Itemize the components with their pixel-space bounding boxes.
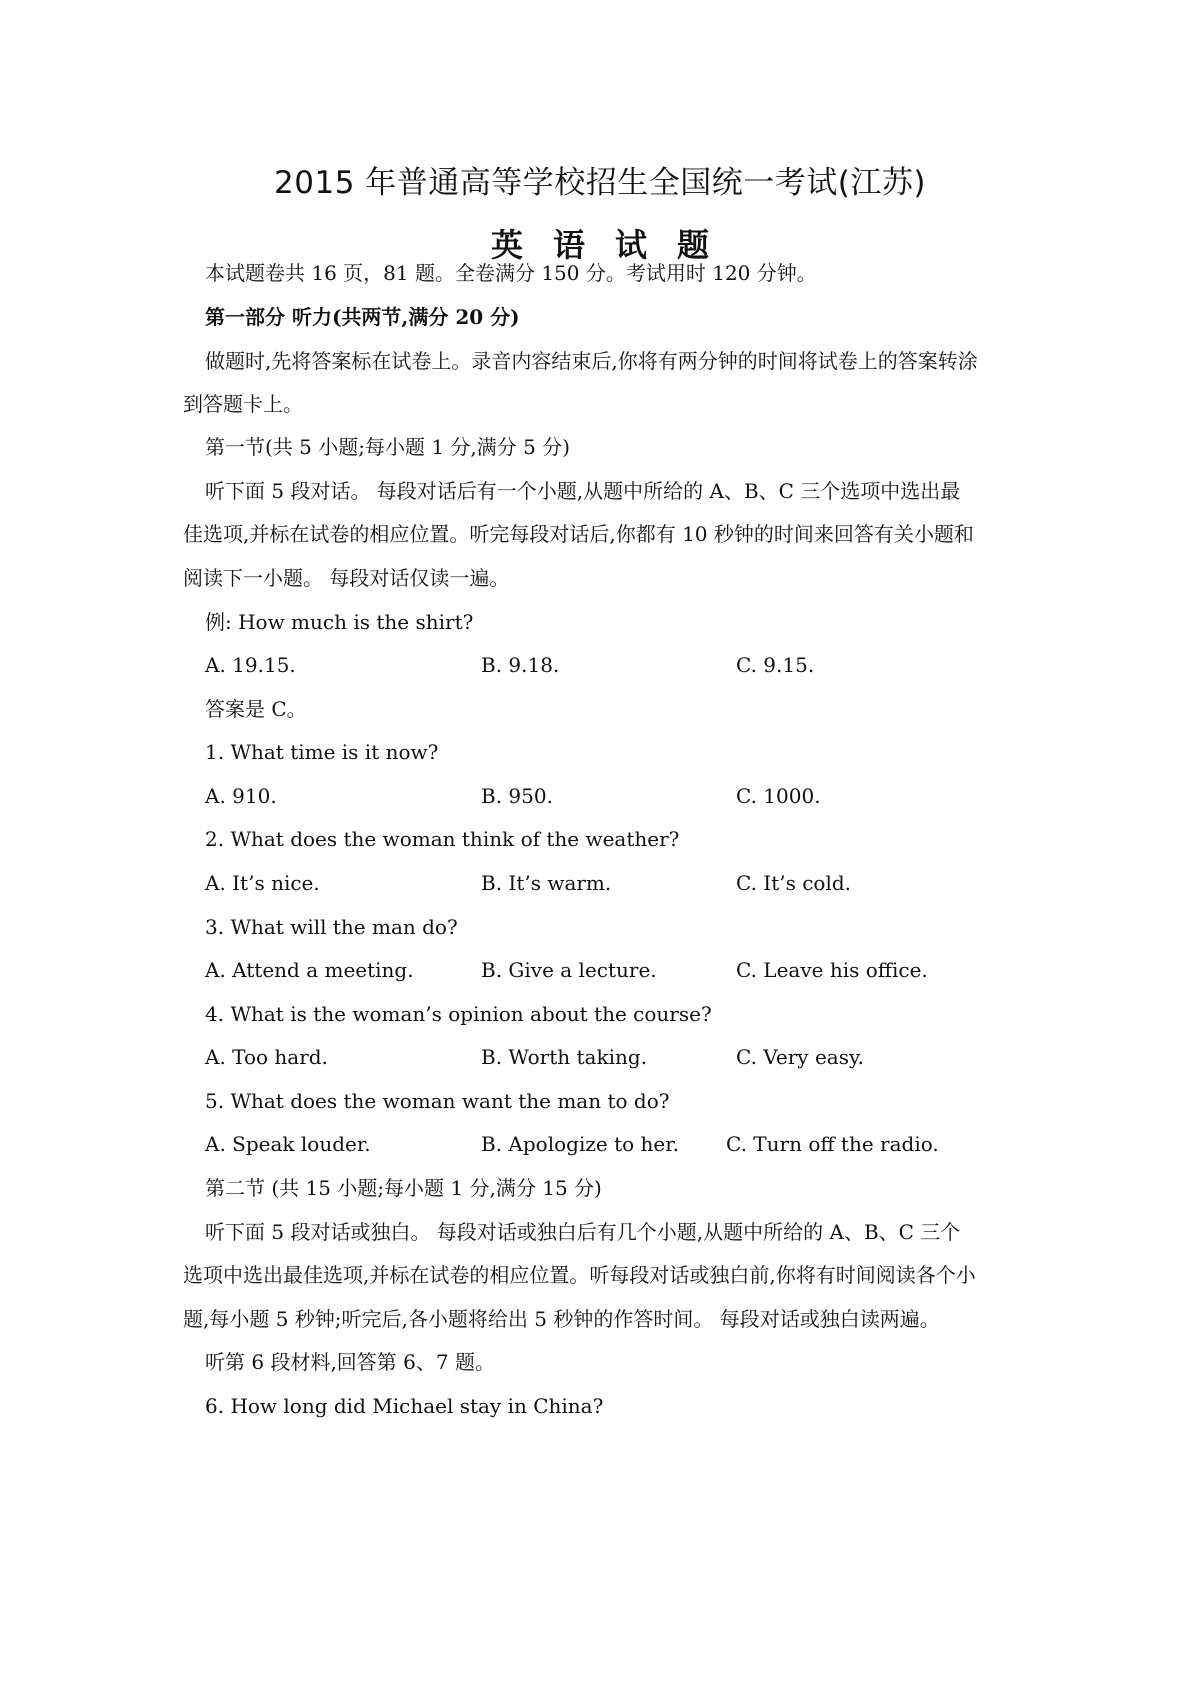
question-1-option-c: C. 1000. bbox=[736, 784, 821, 808]
section1-instructions-line2: 佳选项,并标在试卷的相应位置。听完每段对话后,你都有 10 秒钟的时间来回答有关小题和 bbox=[183, 522, 974, 546]
question-6: 6. How long did Michael stay in China? bbox=[205, 1394, 604, 1418]
example-question: 例: How much is the shirt? bbox=[205, 610, 474, 634]
section2-instructions-line2: 选项中选出最佳选项,并标在试卷的相应位置。听每段对话或独白前,你将有时间阅读各个小 bbox=[183, 1263, 976, 1287]
part1-heading: 第一部分 听力(共两节,满分 20 分) bbox=[205, 305, 520, 329]
section1-instructions-line3: 阅读下一小题。 每段对话仅读一遍。 bbox=[183, 566, 510, 590]
section2-heading: 第二节 (共 15 小题;每小题 1 分,满分 15 分) bbox=[205, 1176, 602, 1200]
question-2-option-a: A. It’s nice. bbox=[205, 871, 320, 895]
question-5-option-c: C. Turn off the radio. bbox=[726, 1132, 939, 1156]
example-option-b: B. 9.18. bbox=[481, 653, 560, 677]
section1-instructions-line1: 听下面 5 段对话。 每段对话后有一个小题,从题中所给的 A、B、C 三个选项中选出最 bbox=[205, 479, 961, 503]
question-4: 4. What is the woman’s opinion about the course? bbox=[205, 1002, 712, 1026]
question-3-option-c: C. Leave his office. bbox=[736, 958, 928, 982]
section1-heading: 第一节(共 5 小题;每小题 1 分,满分 5 分) bbox=[205, 435, 571, 459]
part1-instructions-line1: 做题时,先将答案标在试卷上。录音内容结束后,你将有两分钟的时间将试卷上的答案转涂 bbox=[205, 349, 978, 373]
material-6-prompt: 听第 6 段材料,回答第 6、7 题。 bbox=[205, 1350, 495, 1374]
part1-instructions-line2: 到答题卡上。 bbox=[183, 392, 303, 416]
question-2-option-c: C. It’s cold. bbox=[736, 871, 852, 895]
example-option-c: C. 9.15. bbox=[736, 653, 815, 677]
question-4-option-c: C. Very easy. bbox=[736, 1045, 864, 1069]
question-3-option-a: A. Attend a meeting. bbox=[205, 958, 414, 982]
example-option-a: A. 19.15. bbox=[205, 653, 296, 677]
question-2-option-b: B. It’s warm. bbox=[481, 871, 612, 895]
question-2: 2. What does the woman think of the weather? bbox=[205, 827, 680, 851]
example-answer: 答案是 C。 bbox=[205, 697, 307, 721]
question-1-option-a: A. 910. bbox=[205, 784, 277, 808]
question-5-option-b: B. Apologize to her. bbox=[481, 1132, 679, 1156]
question-3-option-b: B. Give a lecture. bbox=[481, 958, 657, 982]
question-1: 1. What time is it now? bbox=[205, 740, 439, 764]
question-5-option-a: A. Speak louder. bbox=[205, 1132, 371, 1156]
question-4-option-b: B. Worth taking. bbox=[481, 1045, 648, 1069]
question-5: 5. What does the woman want the man to do? bbox=[205, 1089, 670, 1113]
question-1-option-b: B. 950. bbox=[481, 784, 553, 808]
section2-instructions-line1: 听下面 5 段对话或独白。 每段对话或独白后有几个小题,从题中所给的 A、B、C 三个 bbox=[205, 1220, 961, 1244]
question-3: 3. What will the man do? bbox=[205, 915, 458, 939]
exam-subtitle: 英语试题 bbox=[490, 226, 739, 264]
question-4-option-a: A. Too hard. bbox=[205, 1045, 328, 1069]
exam-title: 2015 年普通高等学校招生全国统一考试(江苏) bbox=[274, 165, 926, 201]
exam-intro: 本试题卷共 16 页，81 题。全卷满分 150 分。考试用时 120 分钟。 bbox=[205, 261, 817, 285]
section2-instructions-line3: 题,每小题 5 秒钟;听完后,各小题将给出 5 秒钟的作答时间。 每段对话或独白读两遍。 bbox=[183, 1307, 940, 1331]
